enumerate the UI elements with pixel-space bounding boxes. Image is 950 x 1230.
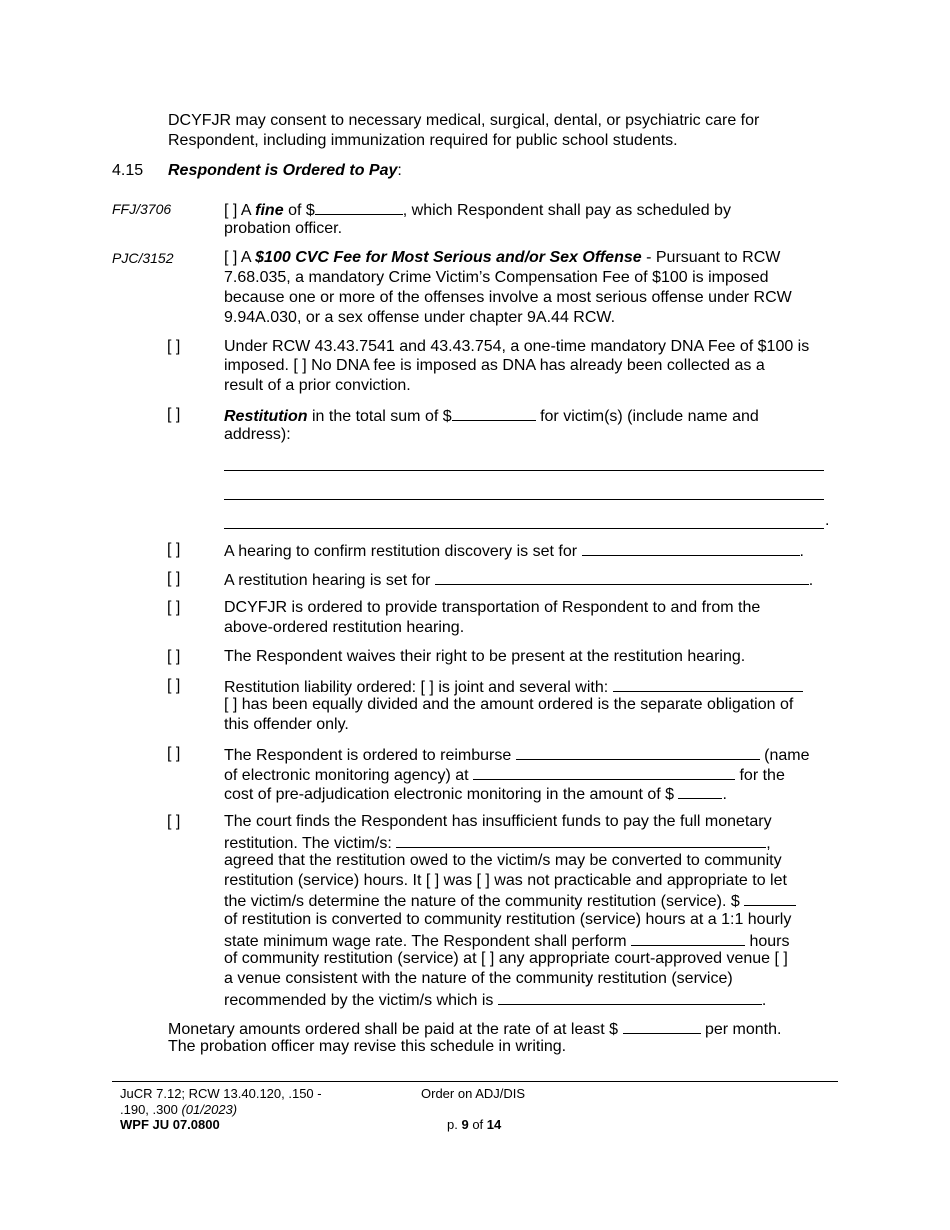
monitor-text-3: cost of pre-adjudication electronic monitoring in the amount of $ [224, 786, 675, 803]
footer-total: 14 [486, 1117, 502, 1132]
hearing-line [224, 570, 813, 590]
victim-address-line[interactable] [224, 470, 824, 471]
converted-amount-blank[interactable] [744, 891, 796, 906]
transport-line-1: DCYFJR is ordered to provide transportation of Respondent to and from the [224, 599, 761, 616]
insufficient-line-5 [224, 891, 796, 911]
monitor-text-2: of electronic monitoring agency) at [224, 767, 469, 784]
dna-checkbox[interactable]: [ ] [167, 338, 181, 355]
cvc-line-4: 9.94A.030, or a sex offense under chapter 9A.44 RCW. [224, 309, 616, 326]
restitution-word: Restitution [224, 408, 308, 425]
monitor-period: . [722, 786, 727, 803]
insufficient-line-1: The court finds the Respondent has insufficient funds to pay the full monetary [224, 813, 772, 830]
monthly-line-2: The probation officer may revise this schedule in writing. [168, 1038, 567, 1055]
monitor-text-1: The Respondent is ordered to reimburse [224, 747, 512, 764]
restitution-checkbox[interactable]: [ ] [167, 406, 181, 423]
monthly-per-month: per month. [704, 1021, 782, 1038]
insufficient-text-5: the victim/s determine the nature of the community restitution (service). $ [224, 893, 740, 910]
insufficient-comma: , [766, 835, 771, 852]
insufficient-hours: hours [749, 933, 790, 950]
discovery-line [224, 541, 804, 561]
monthly-amount-blank[interactable] [623, 1019, 701, 1034]
restitution-sum-label: in the total sum of $ [307, 408, 452, 425]
insufficient-period: . [761, 992, 767, 1009]
monitor-line-3 [224, 784, 727, 804]
cvc-a: A [240, 249, 251, 266]
hearing-text: A restitution hearing is set for [224, 572, 431, 589]
transport-line-2: above-ordered restitution hearing. [224, 619, 465, 636]
insufficient-line-4: restitution (service) hours. It [ ] was [ ] was not practicable and appropriate to let [224, 872, 787, 889]
cvc-line-2: 7.68.035, a mandatory Crime Victim’s Compensation Fee of $100 is imposed [224, 269, 769, 286]
hearing-checkbox[interactable]: [ ] [167, 570, 181, 587]
insufficient-text-10: recommended by the victim/s which is [224, 992, 494, 1009]
monitor-checkbox[interactable]: [ ] [167, 745, 181, 762]
restitution-line-1 [224, 406, 759, 426]
dna-line-3: result of a prior conviction. [224, 377, 411, 394]
venue-blank[interactable] [498, 990, 762, 1005]
cvc-after: - Pursuant to RCW [641, 249, 781, 266]
victim-address-period: . [825, 512, 830, 529]
section-colon: : [397, 162, 402, 179]
insufficient-line-2 [224, 833, 771, 853]
hearing-date-blank[interactable] [435, 570, 809, 585]
restitution-line-2: address): [224, 426, 291, 443]
victim-address-line[interactable] [224, 528, 824, 529]
liability-checkbox[interactable]: [ ] [167, 677, 181, 694]
insufficient-line-3: agreed that the restitution owed to the victim/s may be converted to community [224, 852, 782, 869]
insufficient-checkbox[interactable]: [ ] [167, 813, 181, 830]
victim-name-blank[interactable] [396, 833, 766, 848]
restitution-victim-label: for victim(s) (include name and [535, 408, 759, 425]
insufficient-text-7: state minimum wage rate. The Respondent shall perform [224, 933, 627, 950]
intro-line-2: Respondent, including immunization required for public school students. [168, 132, 678, 149]
fine-code: FFJ/3706 [112, 201, 172, 217]
section-number: 4.15 [112, 162, 144, 179]
insufficient-line-9: a venue consistent with the nature of the community restitution (service) [224, 970, 733, 987]
monitor-address-blank[interactable] [473, 765, 735, 780]
footer-date: (01/2023) [181, 1102, 238, 1117]
cvc-title: $100 CVC Fee for Most Serious and/or Sex Offense [255, 249, 642, 266]
footer-form-number: WPF JU 07.0800 [120, 1117, 220, 1132]
fine-word: fine [255, 202, 284, 219]
insufficient-line-10 [224, 990, 766, 1010]
footer-citation-2 [120, 1102, 237, 1117]
monitor-text-2b: for the [739, 767, 785, 784]
liability-with-blank[interactable] [613, 677, 803, 692]
footer-citation-1: JuCR 7.12; RCW 13.40.120, .150 - [120, 1086, 322, 1101]
liability-line-1 [224, 677, 803, 697]
section-title: Respondent is Ordered to Pay [168, 162, 398, 179]
footer-title: Order on ADJ/DIS [421, 1086, 526, 1101]
fine-checkbox[interactable]: [ ] [224, 202, 238, 219]
monitor-agency-blank[interactable] [516, 745, 760, 760]
insufficient-line-7 [224, 931, 790, 951]
insufficient-text-2: restitution. The victim/s: [224, 835, 392, 852]
fine-line-1 [224, 200, 731, 220]
monitor-amount-blank[interactable] [678, 784, 722, 799]
insufficient-line-6: of restitution is converted to community restitution (service) hours at a 1:1 hourly [224, 911, 792, 928]
monitor-line-2 [224, 765, 785, 785]
footer-of: of [468, 1117, 487, 1132]
victim-address-line[interactable] [224, 499, 824, 500]
footer-rule [112, 1081, 838, 1082]
cvc-code: PJC/3152 [112, 250, 174, 266]
fine-line-2: probation officer. [224, 220, 343, 237]
discovery-text: A hearing to confirm restitution discovery is set for [224, 543, 578, 560]
footer-page-number [447, 1117, 501, 1132]
insufficient-line-8: of community restitution (service) at [ ] any appropriate court-approved venue [ ] [224, 950, 788, 967]
discovery-checkbox[interactable]: [ ] [167, 541, 181, 558]
footer-page: 9 [461, 1117, 469, 1132]
liability-line-2: [ ] has been equally divided and the amount ordered is the separate obligation of [224, 696, 794, 713]
fine-of: of $ [288, 202, 315, 219]
footer-cite-text: .190, .300 [120, 1102, 182, 1117]
liability-line-3: this offender only. [224, 716, 349, 733]
fine-after: , which Respondent shall pay as scheduled by [402, 202, 731, 219]
monitor-line-1 [224, 745, 810, 765]
discovery-period: . [799, 543, 804, 560]
monthly-line-1 [168, 1019, 781, 1039]
intro-line-1: DCYFJR may consent to necessary medical, surgical, dental, or psychiatric care for [168, 112, 760, 129]
waive-line: The Respondent waives their right to be present at the restitution hearing. [224, 648, 746, 665]
cvc-checkbox[interactable]: [ ] [224, 249, 238, 266]
cvc-line-1 [224, 249, 780, 267]
dna-line-2: imposed. [ ] No DNA fee is imposed as DNA has already been collected as a [224, 357, 765, 374]
transport-checkbox[interactable]: [ ] [167, 599, 181, 616]
restitution-amount-blank[interactable] [452, 406, 536, 421]
waive-checkbox[interactable]: [ ] [167, 648, 181, 665]
cvc-line-3: because one or more of the offenses involve a most serious offense under RCW [224, 289, 792, 306]
monthly-text: Monetary amounts ordered shall be paid at the rate of at least $ [168, 1021, 619, 1038]
hearing-period: . [808, 572, 814, 589]
monitor-text-1b: (name [764, 747, 810, 764]
fine-a: A [240, 202, 251, 219]
discovery-date-blank[interactable] [582, 541, 800, 556]
footer-p: p. [447, 1117, 462, 1132]
section-heading [168, 162, 402, 180]
dna-line-1: Under RCW 43.43.7541 and 43.43.754, a one-time mandatory DNA Fee of $100 is [224, 338, 810, 355]
fine-amount-blank[interactable] [315, 200, 403, 215]
hours-blank[interactable] [631, 931, 745, 946]
liability-text: Restitution liability ordered: [ ] is joint and several with: [224, 679, 609, 696]
